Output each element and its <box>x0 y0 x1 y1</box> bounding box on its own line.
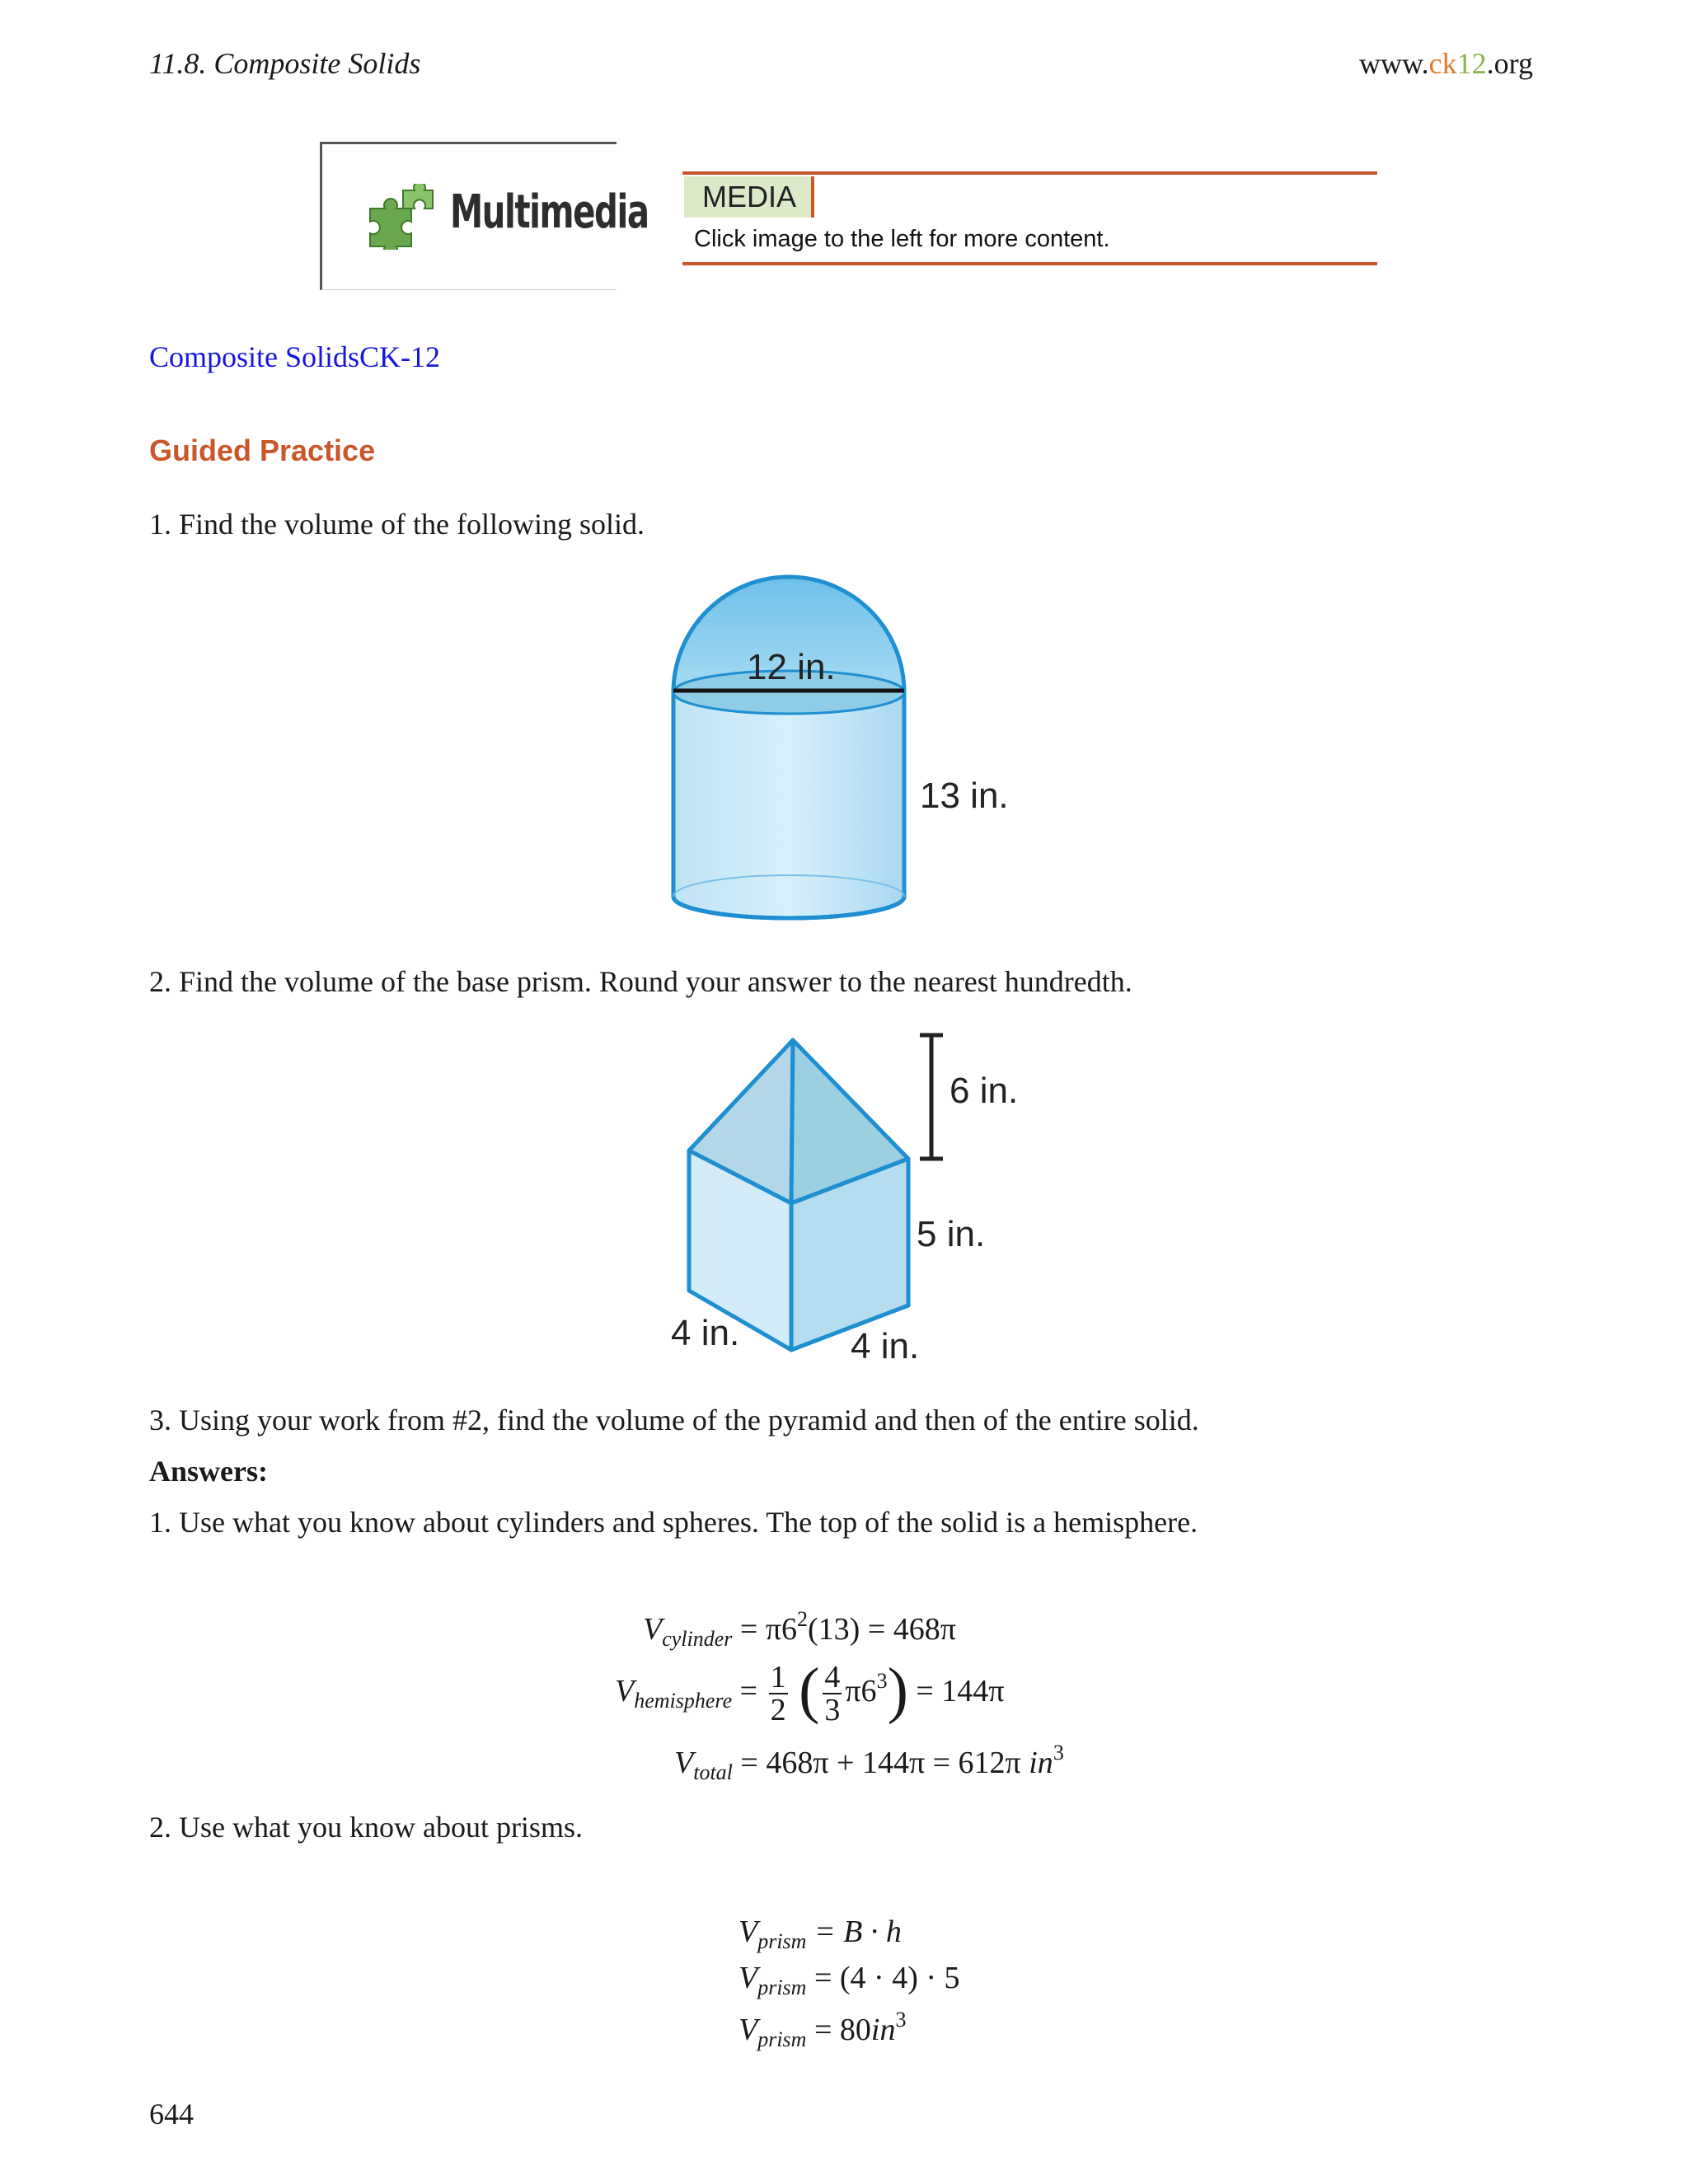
equation-prism-2: $V_{prism} = (4 \cdot 4) \cdot 5$ <box>738 1961 960 1999</box>
answer-1: 1. Use what you know about cylinders and spheres. The top of the solid is a hemisphere. <box>149 1506 1198 1539</box>
side-right-label: 4 in. <box>851 1326 920 1366</box>
answers-heading: Answers: <box>149 1455 268 1488</box>
composite-solids-link[interactable]: Composite SolidsCK-12 <box>149 340 441 373</box>
equation-prism-1: $V_{prism} = B \cdot h$ <box>738 1915 902 1953</box>
question-3: 3. Using your work from #2, find the volume of the pyramid and then of the entire solid. <box>149 1404 1199 1436</box>
question-2: 2. Find the volume of the base prism. Round your answer to the nearest hundredth. <box>149 965 1132 998</box>
multimedia-label: Multimedia <box>450 185 649 239</box>
height-label: 13 in. <box>920 776 1009 816</box>
prism-height-label: 5 in. <box>917 1214 986 1254</box>
puzzle-icon <box>362 184 436 250</box>
answer-2: 2. Use what you know about prisms. <box>149 1811 583 1844</box>
equation-hemisphere: $V_{hemisphere}$ = $\frac{1}{2}$ ( $\frac{4}{3}$ $\pi 6^3) = 144\pi$ <box>615 1656 1005 1728</box>
pyramid-height-label: 6 in. <box>950 1071 1019 1111</box>
page-number: 644 <box>149 2097 194 2130</box>
question-1: 1. Find the volume of the following solid. <box>149 508 645 541</box>
multimedia-thumbnail[interactable] <box>320 142 649 290</box>
figure-prism-pyramid <box>651 1027 1030 1373</box>
equation-total: $V_{total} = 468\pi + 144\pi = 612\pi$ $in^3$ <box>674 1741 1064 1784</box>
section-heading-guided-practice: Guided Practice <box>149 434 376 467</box>
height-bracket <box>920 1035 943 1159</box>
cylinder-shape <box>673 671 904 918</box>
equation-cylinder: $V_{cylinder} = \pi 6^2(13) = 468\pi$ <box>643 1607 956 1651</box>
running-header-site: www.ck12.org <box>1359 47 1533 80</box>
media-box <box>682 171 1377 265</box>
side-left-label: 4 in. <box>671 1313 740 1353</box>
diameter-label: 12 in. <box>747 647 836 687</box>
media-description: Click image to the left for more content. <box>694 226 1110 252</box>
equation-prism-3: $V_{prism} = 80in^3$ <box>738 2008 907 2051</box>
running-header-section: 11.8. Composite Solids <box>149 47 421 80</box>
figure-cylinder-hemisphere <box>659 567 1039 930</box>
media-tag: MEDIA <box>684 176 814 218</box>
